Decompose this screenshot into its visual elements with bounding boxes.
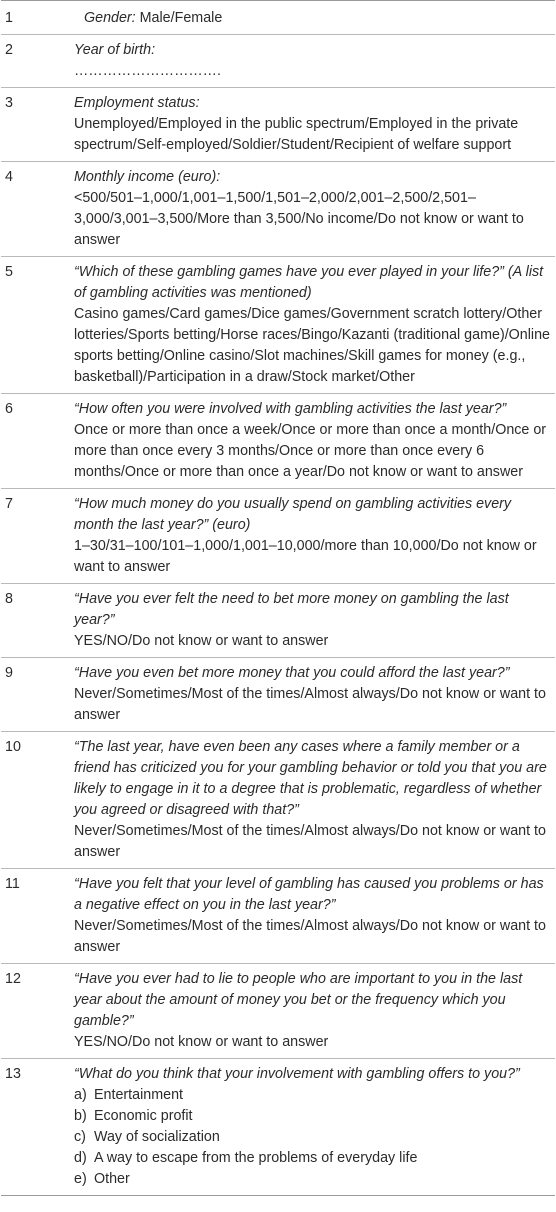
table-row (1, 732, 555, 869)
question-text: “Have you felt that your level of gambling has caused you problems or has a negative effect on you in the last year?” (74, 876, 544, 913)
answer-options: Unemployed/Employed in the public spectrum/Employed in the private spectrum/Self-employed/Soldier/Student/Recipient of welfare support (74, 116, 519, 153)
option-text: Entertainment (94, 1087, 184, 1103)
question-text: “The last year, have even been any cases where a family member or a friend has criticized you for your gambling behavior or told you that you are likely to engage in it to a degree that is problematic, regardless of whether you agreed or disagreed with that?” (74, 739, 547, 818)
row-content (74, 737, 555, 863)
option-text: Way of socialization (94, 1129, 220, 1145)
answer-option-list (74, 1085, 551, 1190)
row-content (74, 589, 555, 652)
option-text: Economic profit (94, 1108, 193, 1124)
list-item (74, 1085, 551, 1106)
row-content (74, 93, 555, 156)
answer-options: Never/Sometimes/Most of the times/Almost always/Do not know or want to answer (74, 823, 546, 860)
list-item (74, 1148, 551, 1169)
question-text: “How often you were involved with gambling activities the last year?” (74, 401, 507, 417)
table-row (1, 394, 555, 489)
row-content (74, 40, 555, 82)
list-item (74, 1106, 551, 1127)
row-number: 3 (5, 95, 13, 111)
table-row (1, 257, 555, 394)
row-content (74, 1064, 555, 1190)
table-row (1, 1059, 555, 1195)
row-number: 7 (5, 496, 13, 512)
row-content (74, 167, 555, 251)
row-content (74, 399, 555, 483)
row-content (74, 494, 555, 578)
option-text: A way to escape from the problems of everyday life (94, 1150, 418, 1166)
row-number: 2 (5, 42, 13, 58)
row-number: 6 (5, 401, 13, 417)
list-item (74, 1169, 551, 1190)
question-text: Year of birth: (74, 42, 156, 58)
question-text: Employment status: (74, 95, 200, 111)
list-item (74, 1127, 551, 1148)
table-row (1, 162, 555, 257)
question-text: “Have you even bet more money that you could afford the last year?” (74, 665, 510, 681)
question-text: “Have you ever felt the need to bet more money on gambling the last year?” (74, 591, 509, 628)
table-row (1, 964, 555, 1059)
answer-options: …………………………. (74, 63, 221, 79)
answer-options: Male/Female (135, 10, 223, 26)
row-number: 11 (5, 876, 20, 892)
question-text: “How much money do you usually spend on gambling activities every month the last year?” (euro) (74, 496, 512, 533)
row-number: 4 (5, 169, 13, 185)
option-text: Other (94, 1171, 130, 1187)
answer-options: Never/Sometimes/Most of the times/Almost always/Do not know or want to answer (74, 918, 546, 955)
questionnaire-table (1, 0, 555, 1196)
answer-options: YES/NO/Do not know or want to answer (74, 1034, 329, 1050)
row-number: 13 (5, 1066, 21, 1082)
row-number: 5 (5, 264, 13, 280)
question-text: “Which of these gambling games have you ever played in your life?” (A list of gambling activities was mentioned) (74, 264, 544, 301)
row-number: 9 (5, 665, 13, 681)
row-number: 1 (5, 10, 13, 26)
row-content (74, 262, 555, 388)
answer-options: Never/Sometimes/Most of the times/Almost always/Do not know or want to answer (74, 686, 546, 723)
row-number: 10 (5, 739, 21, 755)
table-row (1, 869, 555, 964)
option-letter: e) (74, 1171, 87, 1187)
option-letter: a) (74, 1087, 87, 1103)
row-content (74, 663, 555, 726)
row-number: 12 (5, 971, 21, 987)
answer-options: YES/NO/Do not know or want to answer (74, 633, 329, 649)
table-row (1, 3, 555, 35)
question-text: Monthly income (euro): (74, 169, 221, 185)
table-row (1, 88, 555, 162)
row-content (74, 8, 555, 29)
answer-options: <500/501–1,000/1,001–1,500/1,501–2,000/2,001–2,500/2,501–3,000/3,001–3,500/More than 3,500/No income/Do not know or want to answer (74, 190, 524, 248)
option-letter: b) (74, 1108, 87, 1124)
option-letter: c) (74, 1129, 86, 1145)
question-text: Gender: (84, 10, 136, 26)
table-row (1, 584, 555, 658)
row-content (74, 874, 555, 958)
row-content (74, 969, 555, 1053)
table-row (1, 35, 555, 88)
answer-options: Casino games/Card games/Dice games/Government scratch lottery/Other lotteries/Sports betting/Horse races/Bingo/Kazanti (traditional game)/Online sports betting/Online casino/Slot machines/Skill games for money (e.g., basketball)/Participation in a draw/Stock market/Other (74, 306, 551, 385)
table-row (1, 489, 555, 584)
answer-options: Once or more than once a week/Once or more than once a month/Once or more than once every 3 months/Once or more than once every 6 months/Once or more than once a year/Do not know or want to answer (74, 422, 547, 480)
question-text: “What do you think that your involvement with gambling offers to you?” (74, 1066, 520, 1082)
table-row (1, 658, 555, 732)
row-number: 8 (5, 591, 13, 607)
question-text: “Have you ever had to lie to people who are important to you in the last year about the amount of money you bet or the frequency which you gamble?” (74, 971, 523, 1029)
answer-options: 1–30/31–100/101–1,000/1,001–10,000/more than 10,000/Do not know or want to answer (74, 538, 537, 575)
option-letter: d) (74, 1150, 87, 1166)
